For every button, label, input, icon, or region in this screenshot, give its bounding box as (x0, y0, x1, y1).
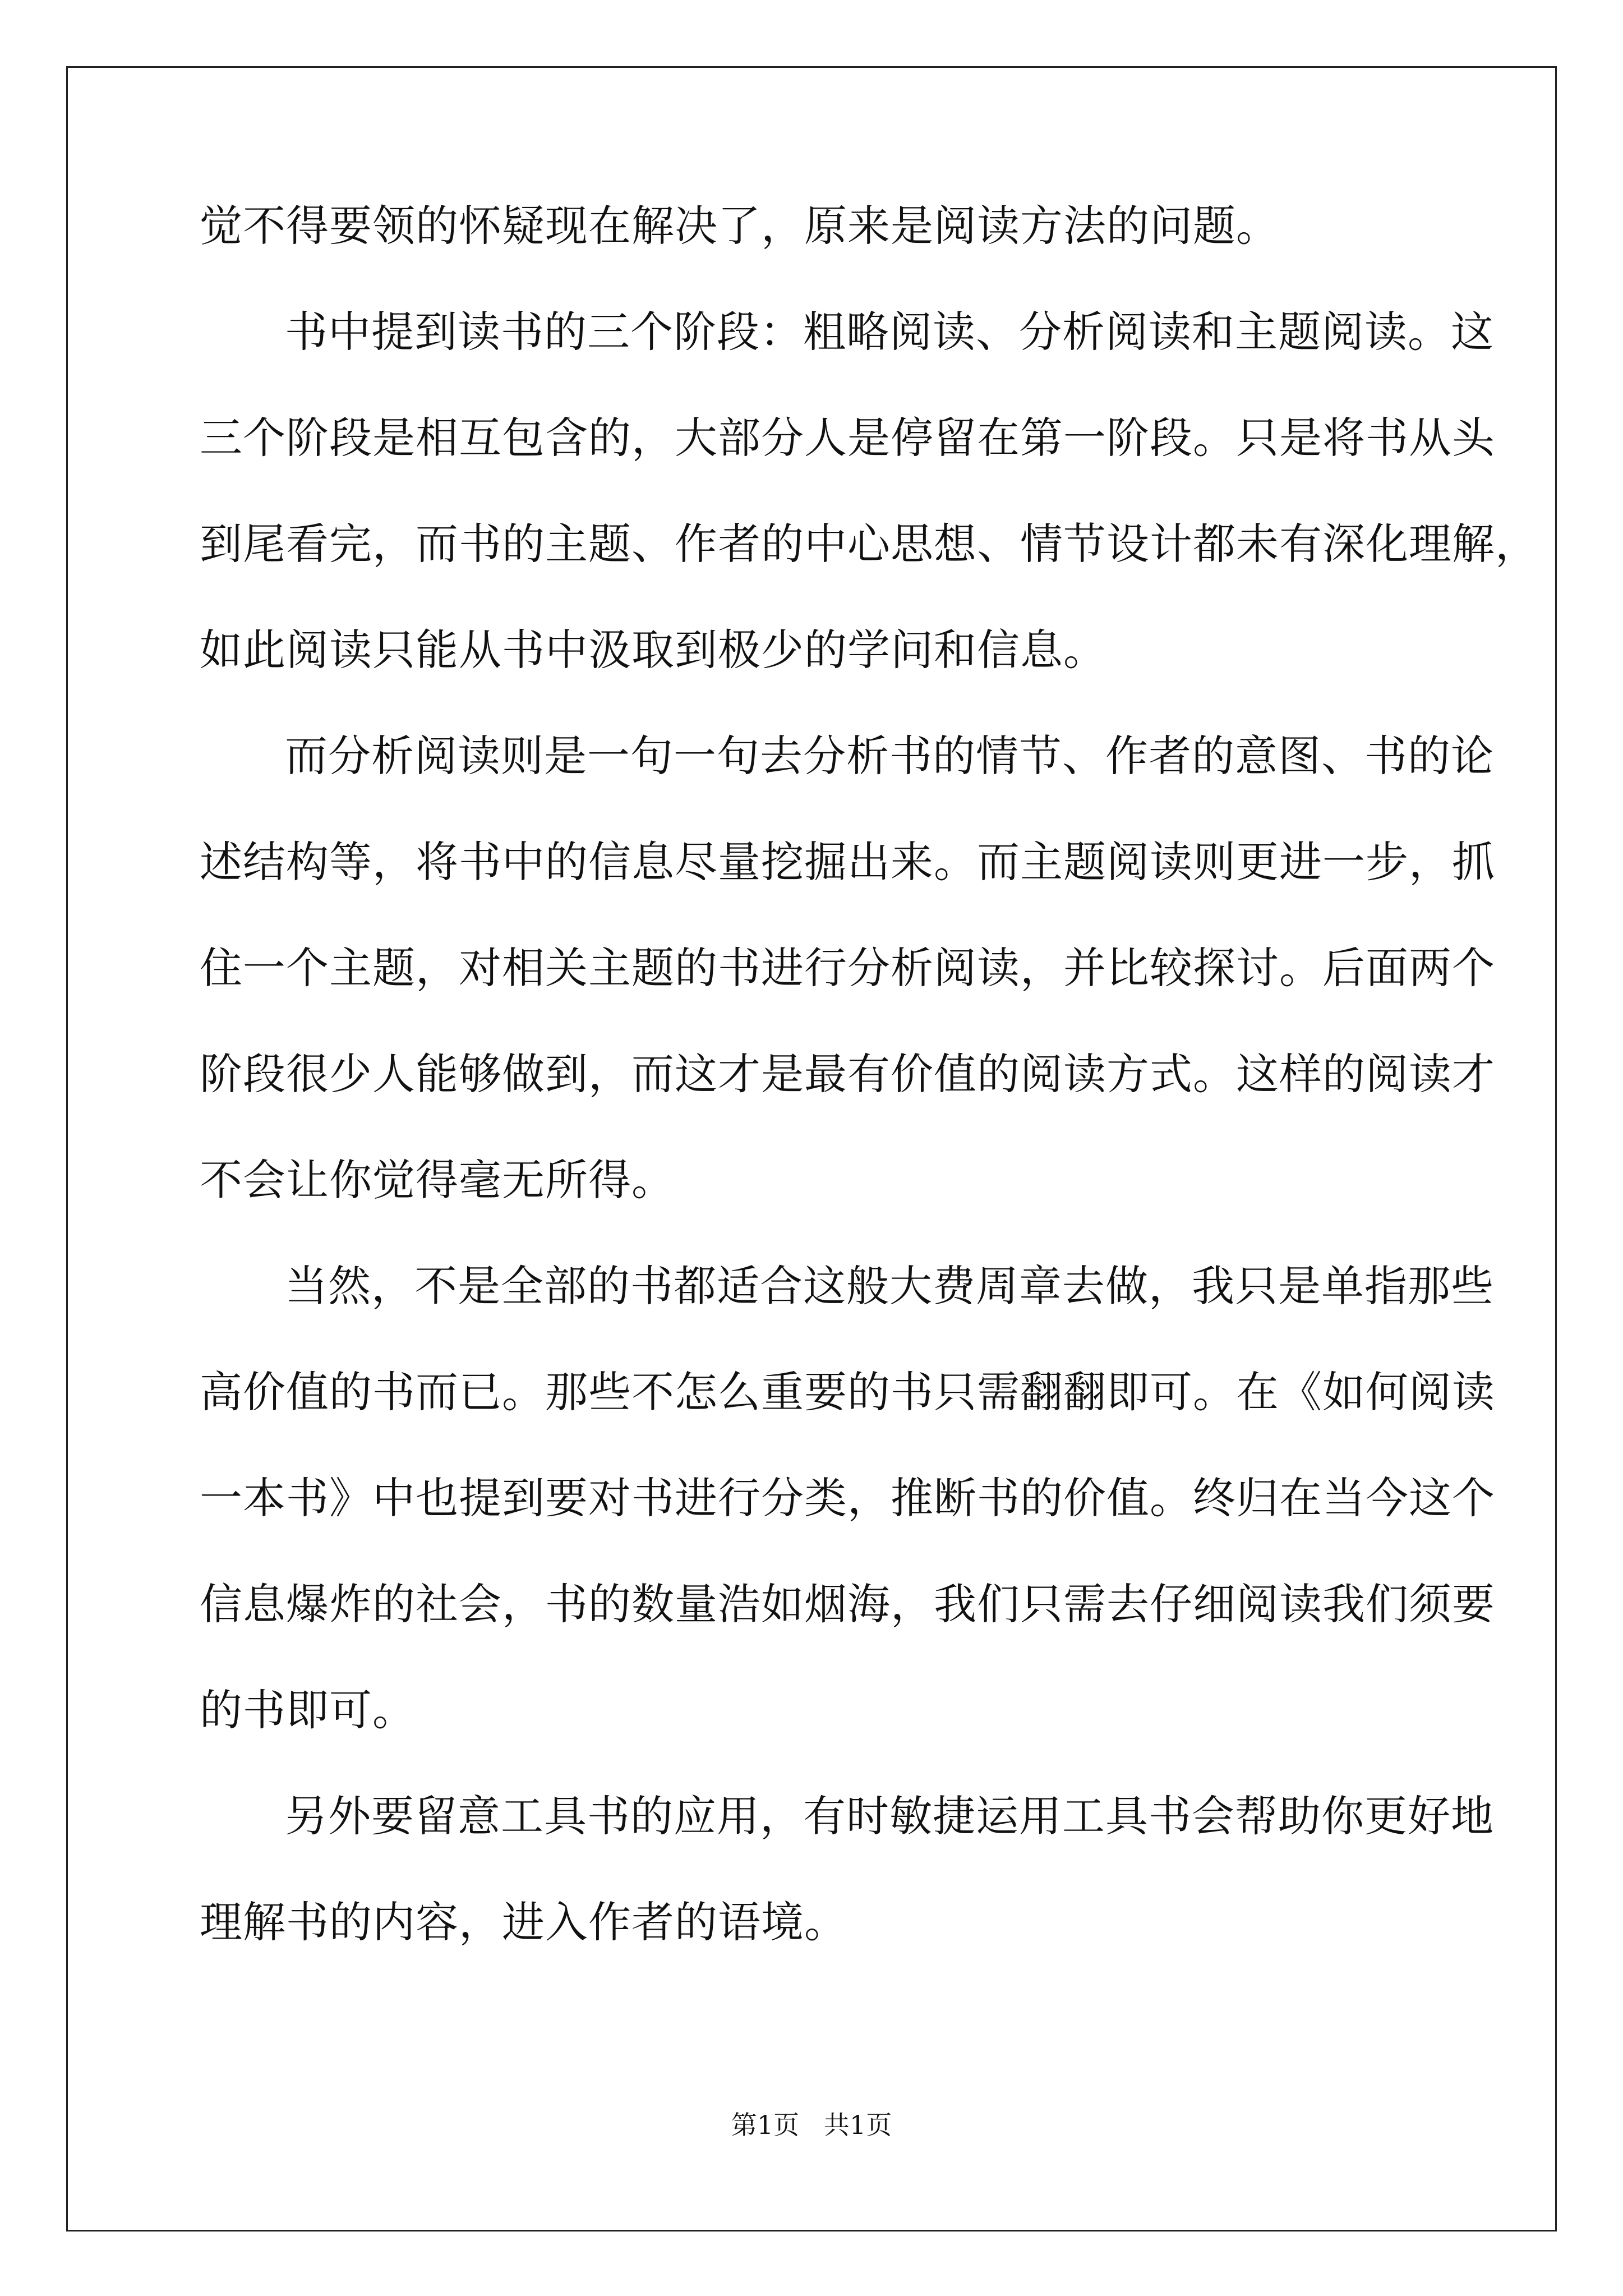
text-line: 到尾看完，而书的主题、作者的中心思想、情节设计都未有深化理解， (200, 519, 1538, 569)
text-line: 觉不得要领的怀疑现在解决了，原来是阅读方法的问题。 (200, 201, 1279, 251)
text-line: 书中提到读书的三个阶段：粗略阅读、分析阅读和主题阅读。这 (285, 307, 1494, 357)
text-line: 高价值的书而已。那些不怎么重要的书只需翻翻即可。在《如何阅读 (200, 1367, 1495, 1417)
text-line: 述结构等，将书中的信息尽量挖掘出来。而主题阅读则更进一步，抓 (200, 837, 1495, 887)
text-line: 一本书》中也提到要对书进行分类，推断书的价值。终归在当今这个 (200, 1473, 1495, 1523)
text-line: 信息爆炸的社会，书的数量浩如烟海，我们只需去仔细阅读我们须要 (200, 1579, 1495, 1629)
page-number-label: 第1页 共1页 (731, 2110, 892, 2140)
text-line: 当然，不是全部的书都适合这般大费周章去做，我只是单指那些 (285, 1261, 1494, 1311)
text-line: 而分析阅读则是一句一句去分析书的情节、作者的意图、书的论 (285, 731, 1494, 781)
text-line: 另外要留意工具书的应用，有时敏捷运用工具书会帮助你更好地 (285, 1791, 1494, 1841)
text-line: 住一个主题，对相关主题的书进行分析阅读，并比较探讨。后面两个 (200, 943, 1495, 993)
text-line: 阶段很少人能够做到，而这才是最有价值的阅读方式。这样的阅读才 (200, 1049, 1495, 1099)
text-line: 三个阶段是相互包含的，大部分人是停留在第一阶段。只是将书从头 (200, 413, 1495, 463)
text-line: 理解书的内容，进入作者的语境。 (200, 1897, 847, 1947)
page-footer (0, 2108, 1623, 2142)
text-line: 的书即可。 (200, 1685, 416, 1735)
text-line: 不会让你觉得毫无所得。 (200, 1155, 675, 1205)
text-line: 如此阅读只能从书中汲取到极少的学问和信息。 (200, 625, 1106, 675)
